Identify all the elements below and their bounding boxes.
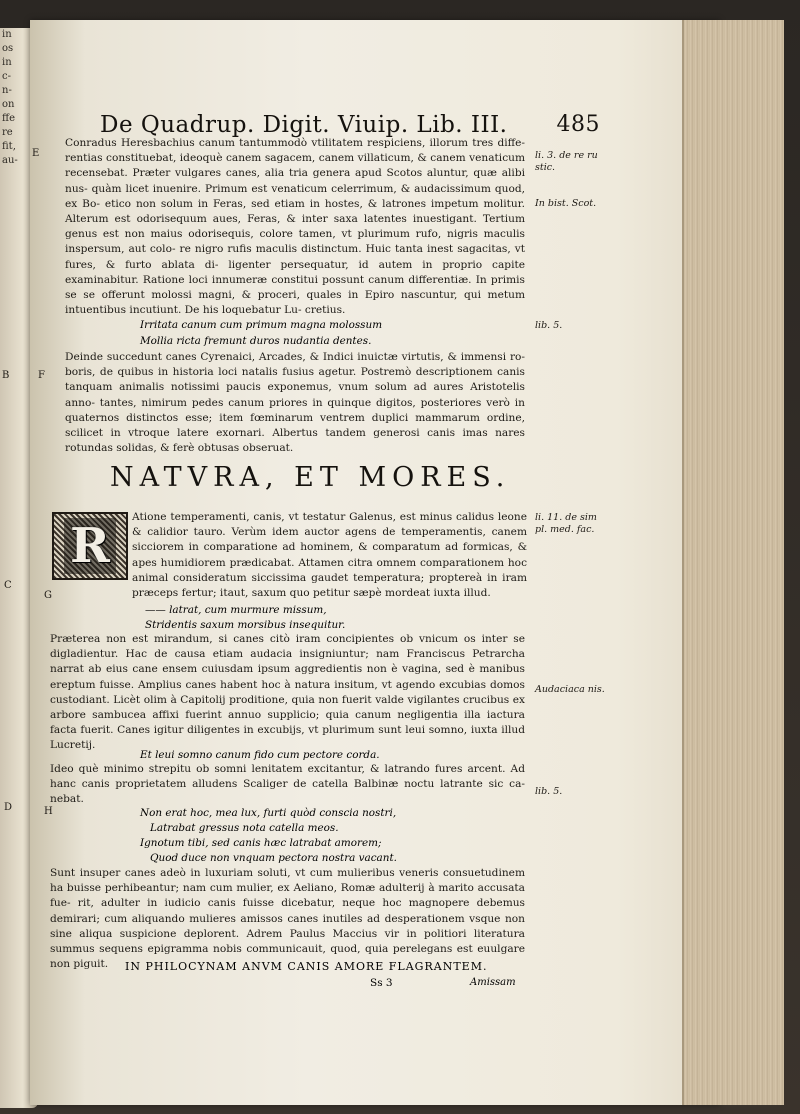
epigram-title: IN PHILOCYNAM ANVM CANIS AMORE FLAGRANTEM. [125,960,488,973]
side-letter-e: E [32,148,40,159]
left-page-fragment: on [2,99,15,110]
left-page-fragment: os [2,43,14,54]
paragraph-2: Deinde succedunt canes Cyrenaici, Arcades, & Indici inuictæ virtutis, & immensi ro- boris, de quibus in historia loci natalis fusius agetur. Postremò descriptionem canis tanquam animalis notissimi paucis exponemus, vnum solum ad aures Aristotelis anno- tantes, nimirum pedes canum priores in quinque digitos, posteriores verò in quaternos distinctos esse; item fœminarum ventrem duplici mammarum ordine, scilicet in vtroque latere exornari. Albertus tandem generosi canis imas nares rotundas solidas, & ferè obtusas obseruat. [65,351,525,455]
page-stack-edge [682,20,784,1105]
verse-line-3: —— latrat, cum murmure missum, [145,604,327,616]
left-page-fragment: ffe [2,113,16,124]
verse-line-1: Irritata canum cum primum magna molossum [140,319,383,331]
margin-note-2: In bist. Scot. [535,198,597,209]
side-letter-c: C [4,580,12,591]
verse-line-7: Latrabat gressus nota catella meos. [150,822,339,834]
side-letter-g: G [44,590,52,601]
left-page-fragment: in [2,29,12,40]
verse-line-6: Non erat hoc, mea lux, furti quòd conscia nostri, [140,807,397,819]
margin-note-5: Audaciaca nis. [535,684,605,695]
catchword: Amissam [470,977,516,988]
verse-line-8: Ignotum tibi, sed canis hæc latrabat amorem; [140,837,382,849]
margin-note-6: lib. 5. [535,786,563,797]
page-number: 485 [556,112,600,137]
dropcap-letter: R [64,518,116,574]
paragraph-5: Ideo què minimo strepitu ob somni lenitatem excitantur, & latrando fures arcent. Ad hanc canis proprietatem alludens Scaliger de catella Balbinæ noctu latrante sic ca- nebat. [50,763,525,806]
side-letter-d: D [4,802,13,813]
verse-line-4: Stridentis saxum morsibus insequitur. [145,619,346,631]
paragraph-6: Sunt insuper canes adeò in luxuriam soluti, vt cum mulieribus veneris consuetudinem ha buisse perhibeantur; nam cum mulier, ex Aeliano, Romæ adulterij à marito accusata fue- rit, adulter in iudicio canis fuisse dicebatur, neque hoc magnopere debemus demirari; cum aliquando mulieres amissos canes inutiles ad desperationem vsque non sine aliqua suspicione deplorent. Adrem Paulus Maccius vir in politiori literatura summus sequens epigramma nobis communicauit, quod, quia perelegans est euulgare non piguit. [50,867,525,971]
left-page-fragment: n- [2,85,12,96]
dropcap-initial [52,512,128,580]
margin-note-3: lib. 5. [535,320,563,331]
margin-note-4: li. 11. de sim pl. med. fac. [535,512,597,535]
running-header [100,112,600,138]
paragraph-1: Conradus Heresbachius canum tantummodò vtilitatem respiciens, illorum tres diffe- rentias constituebat, ideoquè canem sagacem, canem villaticum, & canem venaticum recensebat. Præter vulgares canes, alia tria genera apud Scotos aluntur, quæ alibi nus- quàm licet inuenire. Primum est venaticum celerrimum, & audacissimum quod, ex Bo- etico non solum in Feras, sed etiam in hostes, & latrones impetum molitur. Alterum est odorisequum aues, Feras, & inter saxa latentes inuestigant. Tertium genus est non maius odorisequis, colore tamen, vt plurimum rufo, nigris maculis inspersum, aut colo- re nigro rufis maculis distinctum. Huic tanta inest sagacitas, vt fures, & furto ablata di- ligenter persequatur, id autem in proprio capite examinabitur. Ratione loci innumeræ constitui possunt canum differentiæ. In primis se se offerunt molossi magni, & proceri, quales in Epiro nascuntur, qui metum intuentibus incutiunt. De his loquebatur Lu- cretius. [65,137,525,317]
signature-mark: Ss 3 [370,977,393,989]
left-page-fragment: c- [2,71,11,82]
verse-line-2: Mollia ricta fremunt duros nudantia dentes. [140,335,372,347]
side-letter-h: H [44,806,53,817]
left-page-fragment: fit, [2,141,16,152]
margin-note-1: li. 3. de re ru stic. [535,150,598,173]
section-title: NATVRA, ET MORES. [110,462,511,493]
side-letter-f: F [38,370,45,381]
running-title: De Quadrup. Digit. Viuip. Lib. III. [100,112,508,138]
verse-line-9: Quod duce non vnquam pectora nostra vacant. [150,852,397,864]
verse-line-5: Et leui somno canum fido cum pectore corda. [140,749,380,761]
left-page-fragment: au- [2,155,18,166]
left-page-fragment: re [2,127,13,138]
left-page-fragment: in [2,57,12,68]
side-letter-b: B [2,370,10,381]
paragraph-4: Præterea non est mirandum, si canes citò iram concipientes ob vnicum os inter se digladientur. Hac de causa etiam audacia insigniuntur; nam Franciscus Petrarcha narrat ab eius cane ensem cuiusdam ipsum aggredientis non è vagina, sed è manibus ereptum fuisse. Amplius canes habent hoc à natura insitum, vt agendo excubias domos custodiant. Licèt olim à Capitolij proditione, quia non fuerit valde vigilantes crucibus ex arbore sambucea affixi fuerint annuo supplicio; quia canum negligentia illa iactura facta fuerit. Canes igitur diligentes in excubijs, vt plurimum sunt leui somno, iuxta illud Lucretij. [50,633,525,752]
paragraph-3: Atione temperamenti, canis, vt testatur Galenus, est minus calidus leone & calidior tauro. Verùm idem auctor agens de temperamentis, canem sicciorem in comparatione ad hominem, & comparatum ad formicas, & apes humidiorem prædicabat. Attamen citra omnem comparationem hoc animal consideratum siccissima gaudet temperatura; proptereà in iram præceps fertur; itaut, saxum quo petitur sæpè mordeat iuxta illud. [132,511,527,600]
